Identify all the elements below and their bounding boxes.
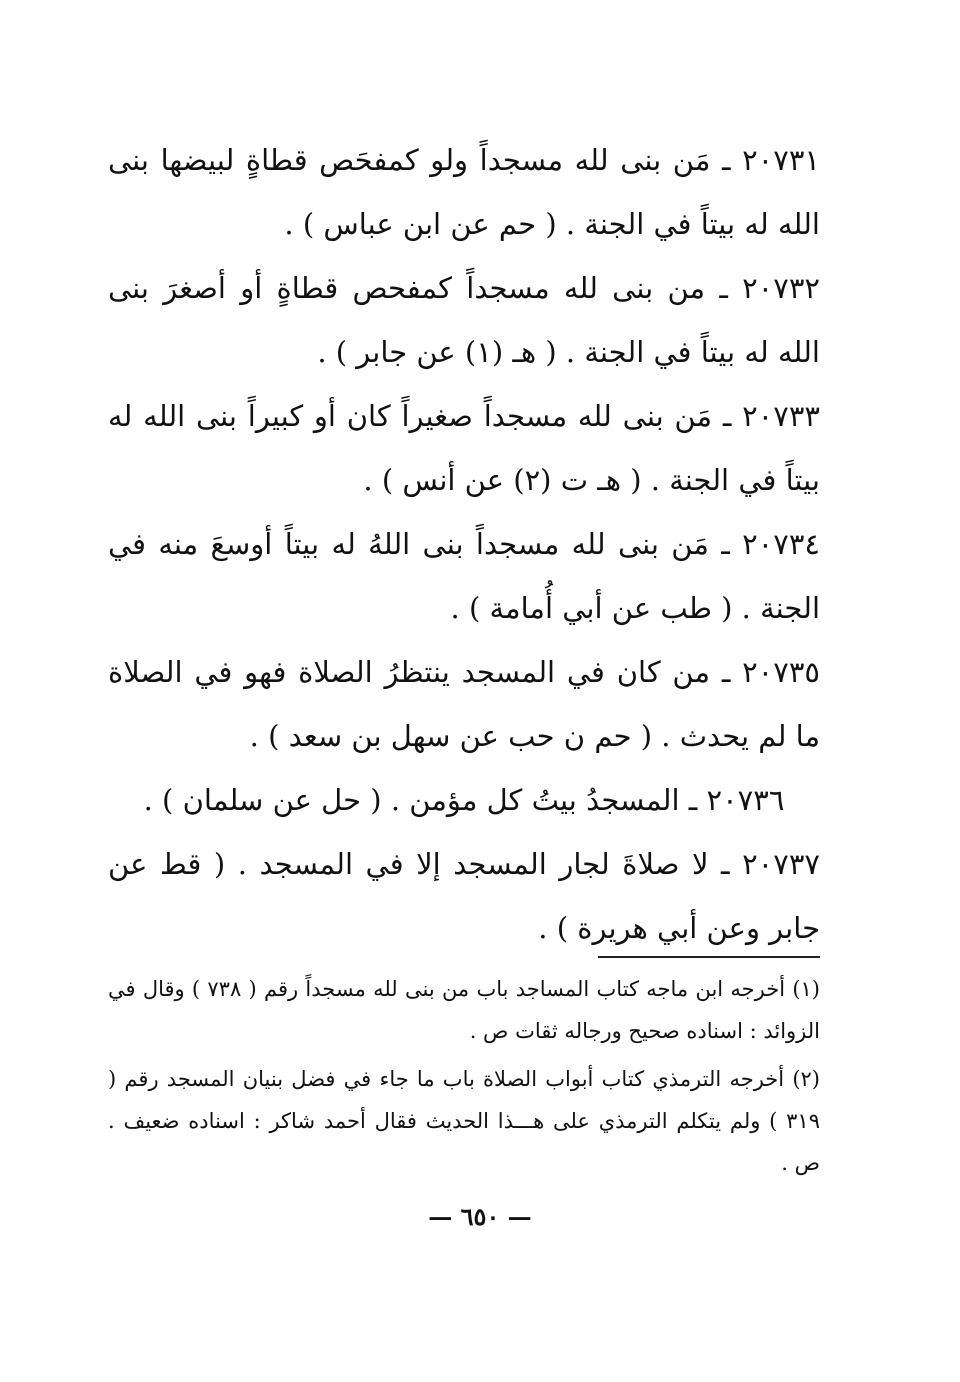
hadith-entry-20735: ٢٠٧٣٥ ـ من كان في المسجد ينتظرُ الصلاة فهو في الصلاة ما لم يحدث . ( حم ن حب عن سهل بن سعد ) . xyxy=(108,655,820,753)
footnote-separator xyxy=(598,956,820,958)
hadith-entry-20731: ٢٠٧٣١ ـ مَن بنى لله مسجداً ولو كمفحَص قطاةٍ لبيضها بنى الله له بيتاً في الجنة . ( حم عن ابن عباس ) . xyxy=(108,143,820,241)
hadith-entries xyxy=(108,128,820,960)
hadith-entry-20736: ٢٠٧٣٦ ـ المسجدُ بيتُ كل مؤمن . ( حل عن سلمان ) . xyxy=(143,783,785,817)
hadith-entry-20737: ٢٠٧٣٧ ـ لا صلاةَ لجار المسجد إلا في المسجد . ( قط عن جابر وعن أبي هريرة ) . xyxy=(108,847,820,945)
hadith-entry-20732: ٢٠٧٣٢ ـ من بنى لله مسجداً كمفحص قطاةٍ أو أصغرَ بنى الله له بيتاً في الجنة . ( هـ (١) عن جابر ) . xyxy=(108,271,820,369)
page-number: — ٦٥٠ — xyxy=(428,1202,532,1231)
footnote-2: (٢) أخرجه الترمذي كتاب أبواب الصلاة باب ما جاء في فضل بنيان المسجد رقم ( ٣١٩ ) ولم يتكلم الترمذي على هـــذا الحديث فقال أحمد شاكر : اسناده ضعيف . ص . xyxy=(108,1067,820,1175)
hadith-entry-20733: ٢٠٧٣٣ ـ مَن بنى لله مسجداً صغيراً كان أو كبيراً بنى الله له بيتاً في الجنة . ( هـ ت (٢) عن أنس ) . xyxy=(108,399,820,497)
footnote-1: (١) أخرجه ابن ماجه كتاب المساجد باب من بنى لله مسجداً رقم ( ٧٣٨ ) وقال في الزوائد : اسناده صحيح ورجاله ثقات ص . xyxy=(108,977,820,1043)
footnotes xyxy=(108,968,820,1190)
hadith-entry-20734: ٢٠٧٣٤ ـ مَن بنى لله مسجداً بنى اللهُ له بيتاً أوسعَ منه في الجنة . ( طب عن أبي أُمامة ) . xyxy=(108,527,820,625)
